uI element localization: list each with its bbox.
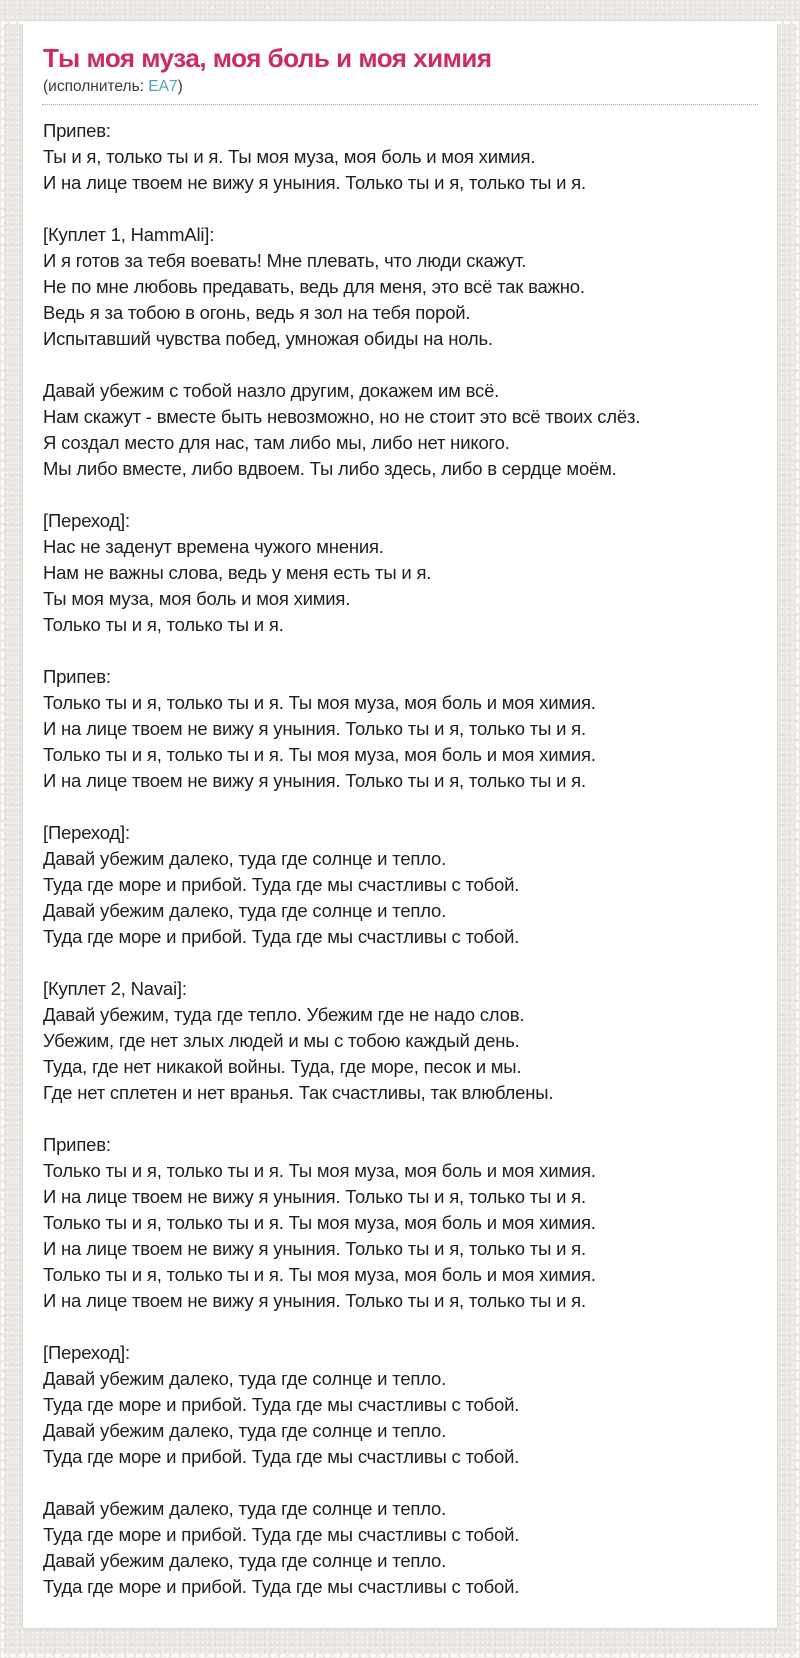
lyric-line: Нам скажут - вместе быть невозможно, но не стоит это всё твоих слёз. [43,406,641,427]
lyric-line: Давай убежим далеко, туда где солнце и тепло. [43,1368,447,1389]
lyric-line: Испытавший чувства побед, умножая обиды на ноль. [43,328,493,349]
lyric-line: Давай убежим далеко, туда где солнце и тепло. [43,1420,447,1441]
lyric-line: Туда где море и прибой. Туда где мы счастливы с тобой. [43,926,520,947]
lyric-line: Давай убежим далеко, туда где солнце и тепло. [43,1550,447,1571]
lyric-line: Где нет сплетен и нет вранья. Так счастливы, так влюблены. [43,1082,554,1103]
lyric-line: [Куплет 2, Navai]: [43,978,187,999]
lyrics-card [22,20,778,1629]
lyric-line: Ведь я за тобою в огонь, ведь я зол на тебя порой. [43,302,471,323]
lyric-line: И на лице твоем не вижу я уныния. Только ты и я, только ты и я. [43,1238,586,1259]
stanza [43,664,758,794]
lyric-line: И на лице твоем не вижу я уныния. Только ты и я, только ты и я. [43,1290,586,1311]
artist-close-paren: ) [177,78,183,95]
lyric-line: [Переход]: [43,1342,130,1363]
stanza [43,1340,758,1470]
lyric-line: Нас не заденут времена чужого мнения. [43,536,384,557]
lyric-line: Только ты и я, только ты и я. Ты моя муза, моя боль и моя химия. [43,1160,596,1181]
lyric-line: [Куплет 1, HammAli]: [43,224,215,245]
lyric-line: Убежим, где нет злых людей и мы с тобою каждый день. [43,1030,520,1051]
lyric-line: И я готов за тебя воевать! Мне плевать, что люди скажут. [43,250,527,271]
lyric-line: Ты моя муза, моя боль и моя химия. [43,588,351,609]
stanza [43,976,758,1106]
lyric-line: Туда где море и прибой. Туда где мы счастливы с тобой. [43,1524,520,1545]
lyric-line: Давай убежим, туда где тепло. Убежим где не надо слов. [43,1004,525,1025]
lyric-line: Только ты и я, только ты и я. Ты моя муза, моя боль и моя химия. [43,744,596,765]
lyric-line: [Переход]: [43,510,130,531]
stanza [43,508,758,638]
header-separator [42,104,758,105]
lyric-line: Припев: [43,666,111,687]
lyric-line: Не по мне любовь предавать, ведь для меня, это всё так важно. [43,276,585,297]
lyrics-container [42,118,758,1600]
lyric-line: Давай убежим с тобой назло другим, докажем им всё. [43,380,500,401]
lyric-line: Я создал место для нас, там либо мы, либо нет никого. [43,432,510,453]
lyric-line: Туда где море и прибой. Туда где мы счастливы с тобой. [43,874,520,895]
lyric-line: И на лице твоем не вижу я уныния. Только ты и я, только ты и я. [43,172,586,193]
artist-label: (исполнитель: [43,78,144,95]
lyric-line: Давай убежим далеко, туда где солнце и тепло. [43,848,447,869]
lyric-line: Только ты и я, только ты и я. Ты моя муза, моя боль и моя химия. [43,692,596,713]
lyric-line: Припев: [43,1134,111,1155]
lyric-line: Только ты и я, только ты и я. [43,614,284,635]
lyric-line: Давай убежим далеко, туда где солнце и тепло. [43,900,447,921]
artist-line [43,76,758,97]
stanza [43,118,758,196]
lyric-line: Только ты и я, только ты и я. Ты моя муза, моя боль и моя химия. [43,1212,596,1233]
lyric-line: Ты и я, только ты и я. Ты моя муза, моя боль и моя химия. [43,146,536,167]
lyric-line: Туда где море и прибой. Туда где мы счастливы с тобой. [43,1446,520,1467]
song-title: Ты моя муза, моя боль и моя химия [43,43,492,73]
lyric-line: Туда, где нет никакой войны. Туда, где море, песок и мы. [43,1056,522,1077]
lyric-line: [Переход]: [43,822,130,843]
stanza [43,1132,758,1314]
lyric-line: И на лице твоем не вижу я уныния. Только ты и я, только ты и я. [43,770,586,791]
artist-link[interactable]: EA7 [148,78,178,95]
stanza [43,1496,758,1600]
lyric-line: Припев: [43,120,111,141]
lyric-line: И на лице твоем не вижу я уныния. Только ты и я, только ты и я. [43,718,586,739]
lyric-line: И на лице твоем не вижу я уныния. Только ты и я, только ты и я. [43,1186,586,1207]
lyric-line: Нам не важны слова, ведь у меня есть ты и я. [43,562,432,583]
stanza [43,222,758,352]
lyric-line: Туда где море и прибой. Туда где мы счастливы с тобой. [43,1394,520,1415]
lyric-line: Давай убежим далеко, туда где солнце и тепло. [43,1498,447,1519]
lyric-line: Мы либо вместе, либо вдвоем. Ты либо здесь, либо в сердце моём. [43,458,617,479]
stanza [43,820,758,950]
lyric-line: Туда где море и прибой. Туда где мы счастливы с тобой. [43,1576,520,1597]
stanza [43,378,758,482]
lyric-line: Только ты и я, только ты и я. Ты моя муза, моя боль и моя химия. [43,1264,596,1285]
